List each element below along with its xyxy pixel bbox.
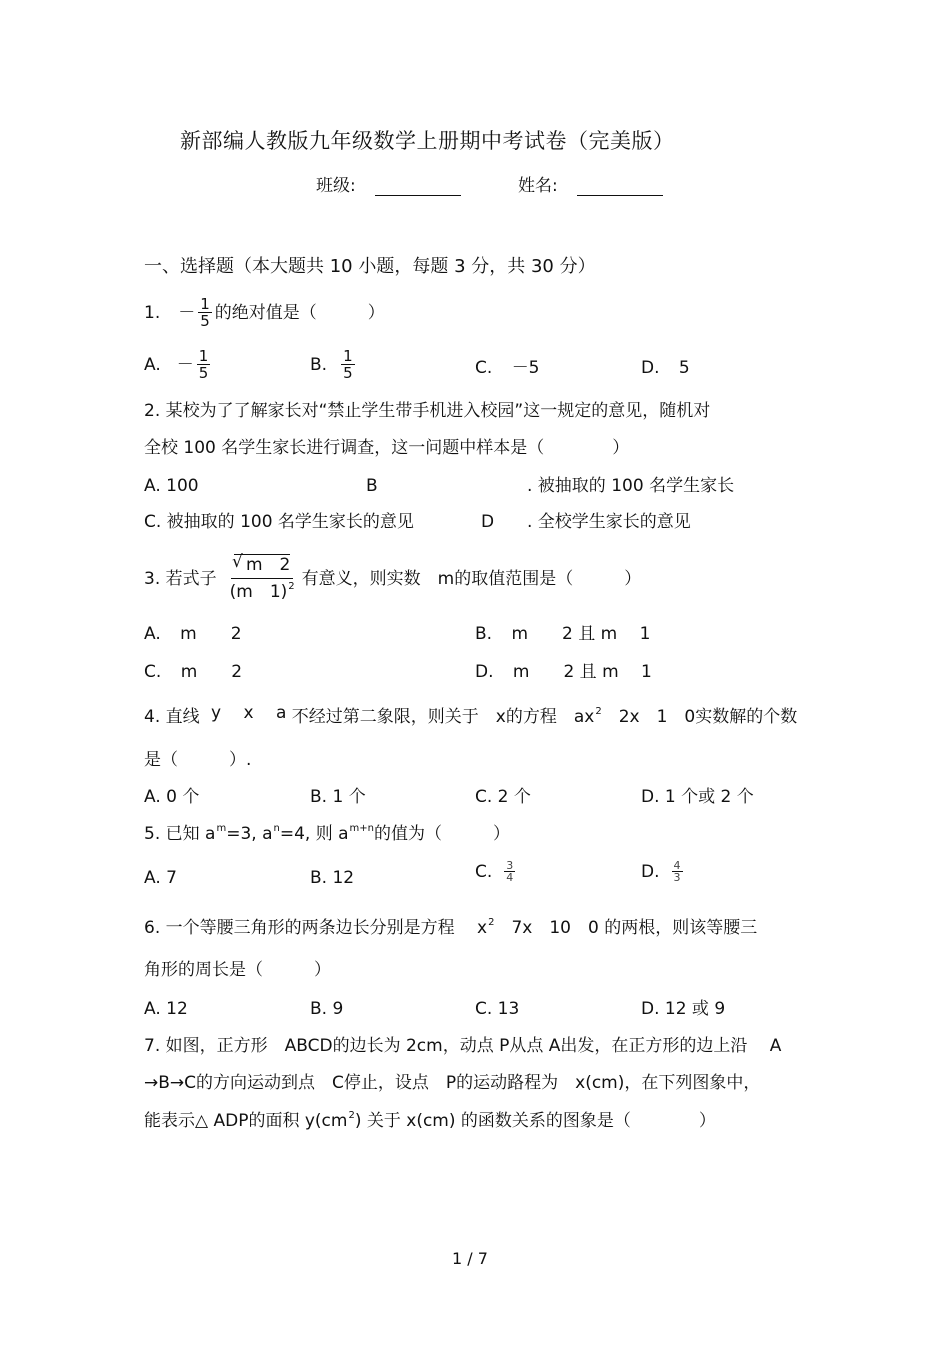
exponent: 2 [288, 581, 295, 592]
fraction [341, 348, 355, 381]
option-c[interactable] [475, 358, 540, 378]
fraction [197, 348, 211, 381]
option-b[interactable] [310, 348, 358, 381]
question-text: 不经过第二象限，则关于 x的方程 ax [291, 707, 595, 727]
question-2-line-1: 2. 某校为了了解家长对“禁止学生带手机进入校园”这一规定的意见，随机对 [144, 401, 711, 421]
radical-fraction [227, 552, 298, 605]
question-6-line-2: 角形的周长是（ ） [144, 960, 331, 980]
square-root: √ m 2 [234, 554, 290, 575]
question-4-line-1 [144, 703, 798, 730]
option-d[interactable]: D. 12 或 9 [641, 999, 726, 1019]
option-a[interactable] [144, 624, 242, 644]
option-label: C. [144, 662, 162, 682]
question-text: =4, 则 a [279, 824, 349, 844]
option-a[interactable]: A. 0 个 [144, 787, 200, 807]
option-text: －5 [511, 358, 540, 378]
option-label: A. [144, 354, 161, 375]
fraction-denominator: 5 [198, 364, 209, 382]
name-blank[interactable] [577, 177, 663, 196]
fraction-numerator: 1 [198, 347, 209, 365]
option-label: C. [475, 358, 493, 378]
question-7-line-2: →B→C的方向运动到点 C停止，设点 P的运动路程为 x(cm)，在下列图象中， [144, 1073, 761, 1093]
question-text: 5. 已知 a [144, 824, 216, 844]
option-b[interactable] [475, 624, 650, 644]
fraction-denominator [227, 579, 298, 605]
name-field [518, 176, 663, 196]
question-6-line-1 [144, 918, 757, 941]
exponent: n [273, 823, 280, 834]
minus-sign: － [176, 354, 194, 375]
option-label: D. [475, 662, 494, 682]
option-b-label[interactable]: B [366, 476, 378, 496]
minus-sign: － [178, 302, 196, 323]
exponent: 2 [488, 917, 495, 928]
line-expression: y x a [211, 703, 287, 723]
option-b[interactable]: B. 12 [310, 868, 355, 888]
question-text: 7x 10 0 的两根，则该等腰三 [494, 918, 758, 938]
fraction-denominator: 5 [343, 364, 353, 382]
option-d[interactable] [641, 358, 690, 378]
class-label: 班级: [316, 176, 356, 196]
class-field [316, 176, 461, 196]
question-5 [144, 824, 510, 847]
name-label: 姓名: [518, 176, 558, 196]
question-text: =3, a [226, 824, 273, 844]
question-number: 1. [144, 302, 161, 323]
option-a[interactable] [144, 348, 213, 381]
fraction-numerator: 4 [673, 859, 681, 872]
option-b[interactable]: B. 1 个 [310, 787, 366, 807]
option-d[interactable]: D. 1 个或 2 个 [641, 787, 754, 807]
question-text: 的值为（ ） [374, 824, 511, 844]
option-label: D. [641, 861, 660, 882]
question-text: 有意义，则实数 m的取值范围是（ ） [301, 568, 642, 589]
option-label: C. [475, 861, 493, 882]
question-text: 能表示△ ADP的面积 y(cm [144, 1111, 348, 1131]
option-a[interactable]: A. 12 [144, 999, 188, 1019]
option-a[interactable]: A. 7 [144, 868, 177, 888]
option-c[interactable]: C. 被抽取的 100 名学生家长的意见 [144, 512, 414, 532]
question-text: 3. 若式子 [144, 568, 217, 589]
fraction-denominator: 5 [200, 312, 210, 330]
option-c[interactable] [144, 662, 242, 682]
exponent: 2 [595, 706, 602, 717]
fraction-denominator: 3 [673, 871, 681, 884]
exponent: 2 [348, 1110, 355, 1121]
question-7-line-1: 7. 如图，正方形 ABCD的边长为 2cm，动点 P从点 A出发，在正方形的边上沿 A [144, 1036, 782, 1056]
exponent: m [216, 823, 227, 834]
option-b-text[interactable]: . 被抽取的 100 名学生家长 [527, 476, 735, 496]
option-text: m 2 且 m 1 [511, 624, 651, 644]
option-d[interactable] [641, 860, 686, 883]
fraction [672, 860, 683, 883]
question-text: 2x 1 0实数解的个数 [601, 707, 798, 727]
option-a[interactable]: A. 100 [144, 476, 199, 496]
question-7-line-3 [144, 1111, 716, 1134]
fraction-numerator [231, 552, 293, 579]
fraction-numerator: 3 [506, 859, 514, 872]
option-d-label[interactable]: D [481, 512, 495, 532]
option-text: m 2 [180, 624, 242, 644]
option-label: B. [310, 354, 328, 375]
page-number: 1 / 7 [452, 1249, 488, 1268]
fraction [198, 296, 212, 329]
question-text: 的绝对值是（ ） [214, 302, 385, 323]
option-label: A. [144, 624, 161, 644]
fraction-numerator: 1 [200, 295, 210, 313]
question-2-line-2: 全校 100 名学生家长进行调查，这一问题中样本是（ ） [144, 438, 630, 458]
class-blank[interactable] [375, 177, 461, 196]
question-text: 6. 一个等腰三角形的两条边长分别是方程 x [144, 918, 488, 938]
fraction [504, 860, 515, 883]
option-label: D. [641, 358, 660, 378]
option-c[interactable]: C. 2 个 [475, 787, 531, 807]
question-1 [144, 296, 385, 329]
fraction-denominator: 4 [506, 871, 514, 884]
question-3 [144, 552, 641, 605]
fraction-numerator: 1 [343, 347, 353, 365]
exponent: m+n [349, 823, 375, 834]
denominator-base: (m 1) [229, 582, 288, 602]
question-4-line-2: 是（ ）. [144, 750, 252, 770]
option-d-text[interactable]: . 全校学生家长的意见 [527, 512, 691, 532]
section-heading: 一、选择题（本大题共 10 小题，每题 3 分，共 30 分） [144, 256, 596, 277]
option-c[interactable]: C. 13 [475, 999, 520, 1019]
option-text: 5 [678, 358, 690, 378]
option-label: B. [475, 624, 493, 644]
page-title: 新部编人教版九年级数学上册期中考试卷（完美版） [180, 129, 675, 153]
option-d[interactable] [475, 662, 652, 682]
option-text: m 2 且 m 1 [512, 662, 652, 682]
option-b[interactable]: B. 9 [310, 999, 344, 1019]
option-c[interactable] [475, 860, 518, 883]
question-text: ) 关于 x(cm) 的函数关系的图象是（ ） [354, 1111, 716, 1131]
question-text: 4. 直线 [144, 707, 200, 727]
option-text: m 2 [180, 662, 243, 682]
